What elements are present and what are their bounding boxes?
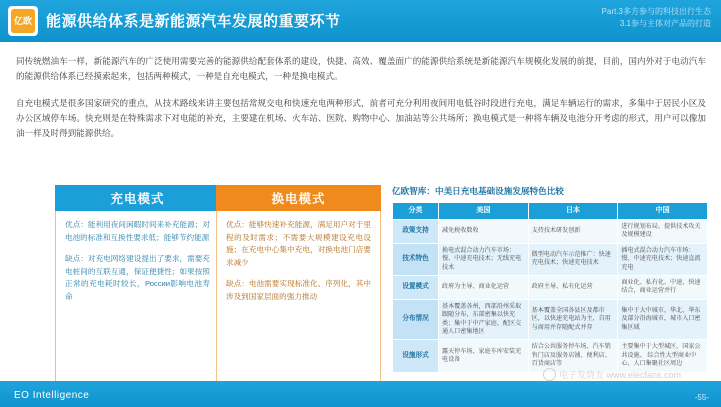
table-col-japan: 日本 <box>528 203 618 220</box>
cell-china: 主要集中于大型城区、国家公共设施、 综合性大型商业中心、人口集聚社区周边 <box>618 340 708 372</box>
card-swap-pros: 优点：能够快速补充能源，满足用户对于里程的及时需求；不需要大规模建设充电设施；在充电中心集中充电，对换电池门店要求减少 <box>226 220 371 267</box>
watermark-text: 电子发烧友 www.elecfans.com <box>558 370 681 380</box>
table-row <box>393 276 708 300</box>
cell-usa: 政府为主导、商业化运营 <box>439 276 529 300</box>
card-swap-body <box>216 211 381 383</box>
table-col-category: 分类 <box>393 203 439 220</box>
row-category: 技术特色 <box>393 243 439 275</box>
header-section-label <box>602 6 711 30</box>
cell-china: 插电式混合动力汽车市场：慢、中速充电技术；快速直流充电 <box>618 243 708 275</box>
cell-china: 集中于大中城市，华北、华东及部分沿海城市，城市入口密集区域 <box>618 299 708 340</box>
table-row <box>393 220 708 244</box>
brand-logo-text: 亿欧 <box>11 9 35 33</box>
card-charging-mode <box>55 185 220 383</box>
cell-japan: 政府主导、私有化运营 <box>528 276 618 300</box>
card-swap-cons: 缺点：电池需要实现标准化、序列化，其中涉及到国家层面的强力推动 <box>226 279 371 301</box>
cell-japan: 微型电动汽车示范推广：快速充电技术；快速充电技术 <box>528 243 618 275</box>
row-category: 设置模式 <box>393 276 439 300</box>
table-title: 亿欧智库：中美日充电基础设施发展特色比较 <box>392 186 564 196</box>
card-charging-pros: 优点：能利用夜间闲暇时间来补充能源；对电池的标准和互换性要求低；能够节约能源 <box>65 220 210 242</box>
page-number: -55- <box>694 393 709 402</box>
card-swap-title: 换电模式 <box>216 185 381 211</box>
cell-usa: 露天停车场、家庭车库安装充电设备 <box>439 340 529 372</box>
header-part-label: Part.3多方参与的科技出行生态 <box>601 7 711 16</box>
table-row <box>393 299 708 340</box>
page-title: 能源供给体系是新能源汽车发展的重要环节 <box>46 13 341 30</box>
card-charging-title: 充电模式 <box>55 185 220 211</box>
slide-footer <box>0 381 721 407</box>
paragraph-1: 同传统燃油车一样，新能源汽车的广泛使用需要完善的能源供给配套体系的建设，快捷、高效、覆盖面广的能源供给系统是新能源汽车规模化发展的前提，目前，国内外对于电动汽车的能源供给体系已经摸索起来，包括两种模式，一种是自充电模式，一种是换电模式。 <box>16 56 706 81</box>
cell-china: 进行规划布局、提供技术攻关及规模建设 <box>618 220 708 244</box>
table-col-usa: 美国 <box>439 203 529 220</box>
cell-usa: 减免税收数收 <box>439 220 529 244</box>
card-swap-mode <box>216 185 381 383</box>
header-subsection-label: 3.1参与主体对产品的打造 <box>619 19 711 28</box>
comparison-table <box>392 202 708 373</box>
comparison-table-wrap <box>392 185 708 373</box>
cell-china: 商业化、私有化、中速、快速结合，商业运营并行 <box>618 276 708 300</box>
cell-usa: 基本覆盖各州，西部沿州采取跟随分布，东部密集以快充类；集中于中产家庭、配区交通人口密集地区 <box>439 299 529 340</box>
slide-header <box>0 0 721 42</box>
cell-japan: 结合公共服务停车场、汽车销售门店及服务店铺、便利店、百货商店等 <box>528 340 618 372</box>
cell-japan: 基本覆盖全国各县区及都市区，以快速充电站为主，自用与商用并存随配式并存 <box>528 299 618 340</box>
table-body <box>393 220 708 373</box>
brand-logo <box>8 6 38 36</box>
table-col-china: 中国 <box>618 203 708 220</box>
table-header-row <box>393 203 708 220</box>
cell-usa: 换电式混合动力汽车市场：慢、中速充电技术；无线充电技术 <box>439 243 529 275</box>
table-row <box>393 243 708 275</box>
footer-brand: EO Intelligence <box>14 390 90 401</box>
card-charging-body <box>55 211 220 383</box>
row-category: 政策支持 <box>393 220 439 244</box>
watermark-icon <box>543 368 556 381</box>
row-category: 设施形式 <box>393 340 439 372</box>
cell-japan: 支持技术研发创新 <box>528 220 618 244</box>
row-category: 分布情况 <box>393 299 439 340</box>
paragraph-2: 自充电模式是很多国家研究的重点，从技术路线来讲主要包括常规交电和快速充电两种形式，前者可充分利用夜间用电低谷时段进行充电，满足车辆运行的需求，多集中于居民小区及办公区域停车场。快充则是在特殊需求下对电能的补充，主要建在机场、火车站、医院、购物中心、加油站等公共场所；换电模式是一种将车辆及电池分开考虑的形式，用户可以像加油一样及时得到能源供给。 <box>16 98 706 138</box>
card-charging-cons: 缺点：对充电网络建设提出了要求，需要充电桩间的互联互通，保证便捷性；如果按照正常的充电耗时较长，России影响电池寿命 <box>65 254 210 301</box>
watermark <box>543 368 681 381</box>
table-head <box>393 203 708 220</box>
